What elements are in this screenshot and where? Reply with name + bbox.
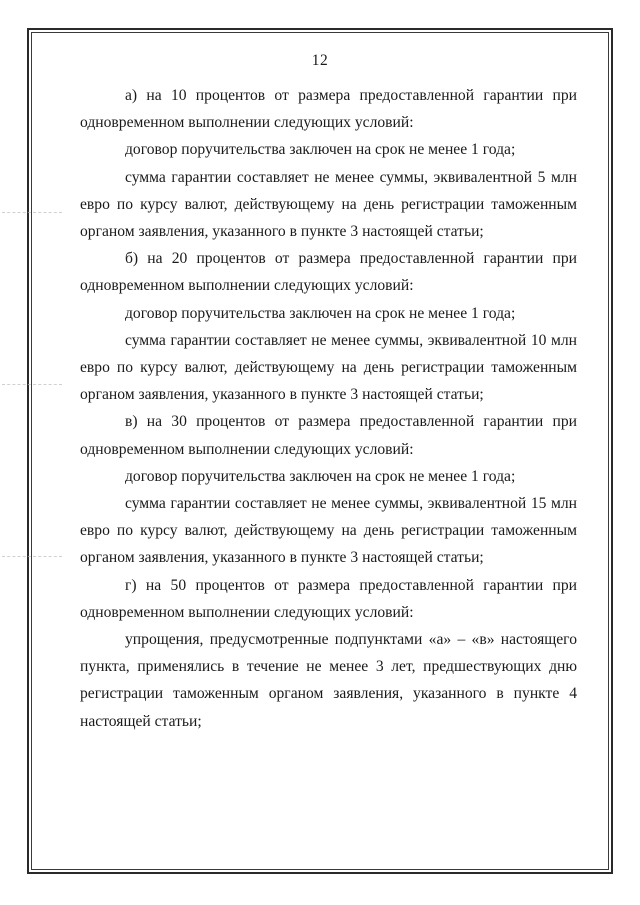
paragraph-a-condition-1: договор поручительства заключен на срок не менее 1 года; [125, 141, 516, 159]
paragraph-b-intro: б) на 20 процентов от размера предоставленной гарантии при одновременном выполнении следующих условий: [80, 250, 577, 295]
paragraph-g-intro: г) на 50 процентов от размера предоставленной гарантии при одновременном выполнении следующих условий: [80, 576, 577, 621]
paragraph-g-condition-1: упрощения, предусмотренные подпунктами «а» – «в» настоящего пункта, применялись в течение не менее 3 лет, предшествующих дню регистрации таможенным органом заявления, указанного в пункте 4 настоящей статьи; [80, 631, 577, 730]
paragraph-v-condition-2: сумма гарантии составляет не менее суммы, эквивалентной 15 млн евро по курсу валют, действующему на день регистрации таможенным органом заявления, указанного в пункте 3 настоящей статьи; [80, 495, 577, 567]
page-number: 12 [311, 52, 329, 69]
document-body [80, 82, 577, 735]
paragraph-b-condition-1: договор поручительства заключен на срок не менее 1 года; [125, 304, 516, 322]
paragraph-b-condition-2: сумма гарантии составляет не менее суммы, эквивалентной 10 млн евро по курсу валют, действующему на день регистрации таможенным органом заявления, указанного в пункте 3 настоящей статьи; [80, 331, 577, 404]
margin-scan-mark [2, 384, 62, 388]
paragraph-v-intro: в) на 30 процентов от размера предоставленной гарантии при одновременном выполнении следующих условий: [80, 413, 577, 458]
margin-scan-mark [2, 556, 62, 560]
margin-scan-mark [2, 212, 62, 216]
paragraph-v-condition-1: договор поручительства заключен на срок не менее 1 года; [125, 467, 516, 485]
paragraph-a-condition-2: сумма гарантии составляет не менее суммы, эквивалентной 5 млн евро по курсу валют, действующему на день регистрации таможенным органом заявления, указанного в пункте 3 настоящей статьи; [80, 168, 577, 241]
paragraph-a-intro: а) на 10 процентов от размера предоставленной гарантии при одновременном выполнении следующих условий: [80, 87, 577, 132]
